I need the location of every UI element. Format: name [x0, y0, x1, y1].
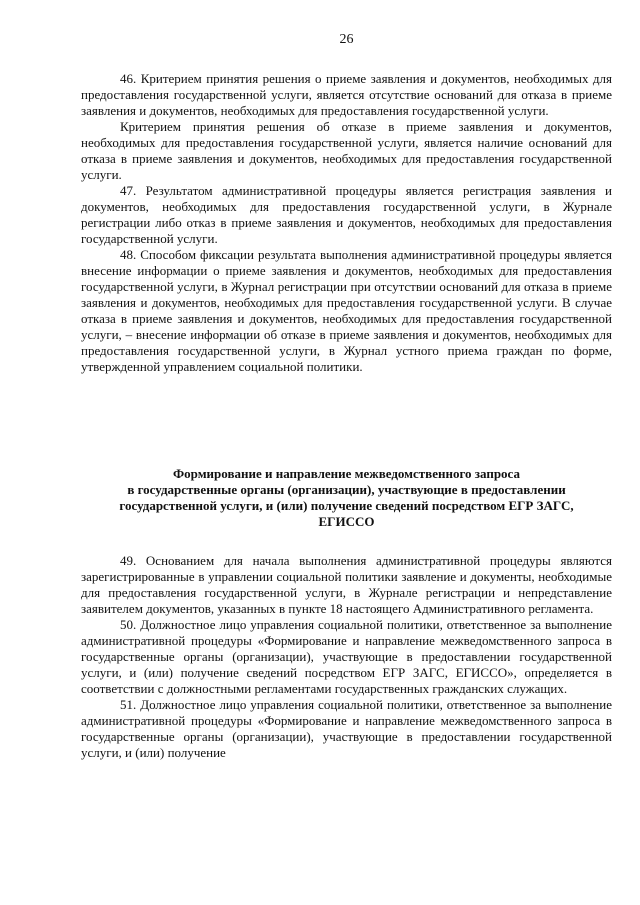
paragraph-47: 47. Результатом административной процедуры является регистрация заявления и документов, необходимых для предоставления государственной услуги, в Журнале регистрации либо отказ в приеме заявления и документов, необходимых для предоставления государственной услуги.: [81, 183, 612, 246]
paragraph-50: 50. Должностное лицо управления социальной политики, ответственное за выполнение административной процедуры «Формирование и направление межведомственного запроса в государственные органы (организации), участвующие в предоставлении государственной услуги, и (или) получение сведений посредством ЕГР ЗАГС, ЕГИССО», определяется в соответствии с должностными регламентами государственных гражданских служащих.: [81, 617, 612, 696]
paragraph-46: 46. Критерием принятия решения о приеме заявления и документов, необходимых для предоставления государственной услуги, является отсутствие оснований для отказа в приеме заявления и документов, необходимых для предоставления государственной услуги.: [81, 71, 612, 118]
heading-line-4: ЕГИССО: [318, 514, 375, 529]
section-bottom: [81, 553, 612, 761]
paragraph-46-criterion-refusal: Критерием принятия решения об отказе в приеме заявления и документов, необходимых для предоставления государственной услуги, является наличие оснований для отказа в приеме заявления и документов, необходимых для предоставления государственной услуги.: [81, 119, 612, 182]
paragraph-49: 49. Основанием для начала выполнения административной процедуры являются зарегистрированные в управлении социальной политики заявление и документы, необходимые для предоставления государственной услуги, в Журнале регистрации и непредставление заявителем документов, указанных в пункте 18 настоящего Административного регламента.: [81, 553, 612, 616]
page-number: 26: [339, 32, 354, 47]
heading-line-2: в государственные органы (организации), участвующие в предоставлении: [127, 482, 566, 497]
heading-line-3: государственной услуги, и (или) получение сведений посредством ЕГР ЗАГС,: [119, 498, 574, 513]
section-heading: [81, 466, 612, 530]
paragraph-48: 48. Способом фиксации результата выполнения административной процедуры является внесение информации о приеме заявления и документов, необходимых для предоставления государственной услуги, в Журнал регистрации при отсутствии оснований для отказа в приеме заявления и документов, необходимых для предоставления государственной услуги. В случае отказа в приеме заявления и документов, необходимых для предоставления государственной услуги, – внесение информации об отказе в приеме заявления и документов, необходимых для предоставления государственной услуги, в Журнал устного приема граждан по форме, утвержденной управлением социальной политики.: [81, 247, 612, 374]
paragraph-51: 51. Должностное лицо управления социальной политики, ответственное за выполнение административной процедуры «Формирование и направление межведомственного запроса в государственные органы (организации), участвующие в предоставлении государственной услуги, и (или) получение: [81, 697, 612, 760]
heading-line-1: Формирование и направление межведомственного запроса: [173, 466, 520, 481]
section-top: [81, 71, 612, 375]
